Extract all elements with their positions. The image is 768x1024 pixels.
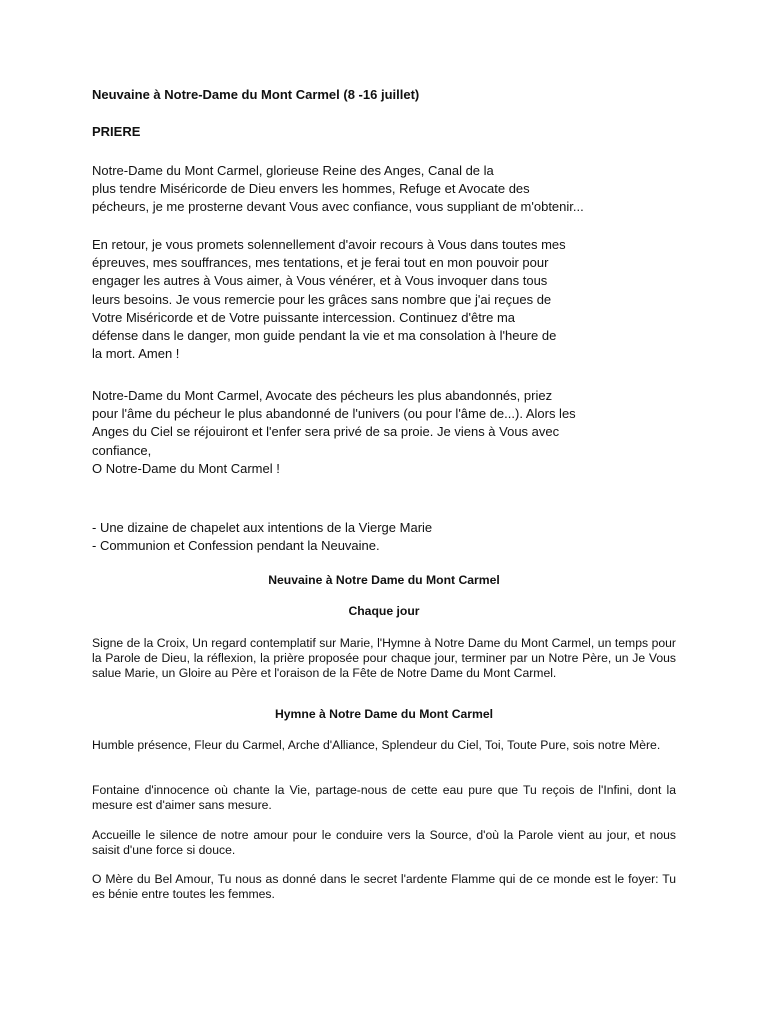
text-line: confiance, <box>92 442 152 458</box>
text-line: Anges du Ciel se réjouiront et l'enfer sera privé de sa proie. Je viens à Vous avec <box>92 424 560 440</box>
priere-heading: PRIERE <box>92 124 141 139</box>
text-line: pécheurs, je me prosterne devant Vous avec confiance, vous suppliant de m'obtenir... <box>92 199 584 215</box>
text-line: pour l'âme du pécheur le plus abandonné de l'univers (ou pour l'âme de...). Alors les <box>92 406 576 422</box>
text-line: Notre-Dame du Mont Carmel, glorieuse Reine des Anges, Canal de la <box>92 163 494 178</box>
text-line: leurs besoins. Je vous remercie pour les grâces sans nombre que j'ai reçues de <box>92 291 552 307</box>
prayer-paragraph-3 <box>92 387 592 478</box>
instruction-list <box>92 519 592 555</box>
section-title-neuvaine: Neuvaine à Notre Dame du Mont Carmel <box>268 573 500 587</box>
text-line: défense dans le danger, mon guide pendant la vie et ma consolation à l'heure de <box>92 328 557 344</box>
text-line: plus tendre Miséricorde de Dieu envers les hommes, Refuge et Avocate des <box>92 181 530 197</box>
text-line: Votre Miséricorde et de Votre puissante intercession. Continuez d'être ma <box>92 309 516 325</box>
text-line: Notre-Dame du Mont Carmel, Avocate des pécheurs les plus abandonnés, priez <box>92 388 553 403</box>
list-item: - Une dizaine de chapelet aux intentions de la Vierge Marie <box>92 520 433 535</box>
prayer-paragraph-1 <box>92 162 592 217</box>
hymne-paragraph-4: O Mère du Bel Amour, Tu nous as donné dans le secret l'ardente Flamme qui de ce monde est le foyer: Tu es bénie entre toutes les femmes. <box>92 872 676 901</box>
hymne-paragraph-3: Accueille le silence de notre amour pour le conduire vers la Source, d'où la Parole vient au jour, et nous saisit d'une force si douce. <box>92 828 676 857</box>
text-line: O Notre-Dame du Mont Carmel ! <box>92 460 280 476</box>
text-line: engager les autres à Vous aimer, à Vous vénérer, et à Vous invoquer dans tous <box>92 273 548 289</box>
text-line: épreuves, mes souffrances, mes tentations, et je ferai tout en mon pouvoir pour <box>92 255 549 271</box>
text-line: En retour, je vous promets solennellement d'avoir recours à Vous dans toutes mes <box>92 237 566 252</box>
section-title-chaque-jour: Chaque jour <box>348 604 420 618</box>
list-item: - Communion et Confession pendant la Neuvaine. <box>92 538 380 554</box>
text-line: la mort. Amen ! <box>92 346 180 362</box>
section-title-hymne: Hymne à Notre Dame du Mont Carmel <box>274 707 494 721</box>
chaque-jour-paragraph: Signe de la Croix, Un regard contemplatif sur Marie, l'Hymne à Notre Dame du Mont Carmel, un temps pour la Parole de Dieu, la réflexion, la prière proposée pour chaque jour, terminer par un Notre Père, un Je Vous salue Marie, un Gloire au Père et l'oraison de la Fête de Notre Dame du Mont Carmel. <box>92 636 676 680</box>
hymne-paragraph-2: Fontaine d'innocence où chante la Vie, partage-nous de cette eau pure que Tu reçois de l'Infini, dont la mesure est d'aimer sans mesure. <box>92 783 676 812</box>
hymne-paragraph-1: Humble présence, Fleur du Carmel, Arche d'Alliance, Splendeur du Ciel, Toi, Toute Pure, sois notre Mère. <box>92 738 661 752</box>
prayer-paragraph-2 <box>92 236 592 363</box>
document-title: Neuvaine à Notre-Dame du Mont Carmel (8 -16 juillet) <box>92 87 420 102</box>
